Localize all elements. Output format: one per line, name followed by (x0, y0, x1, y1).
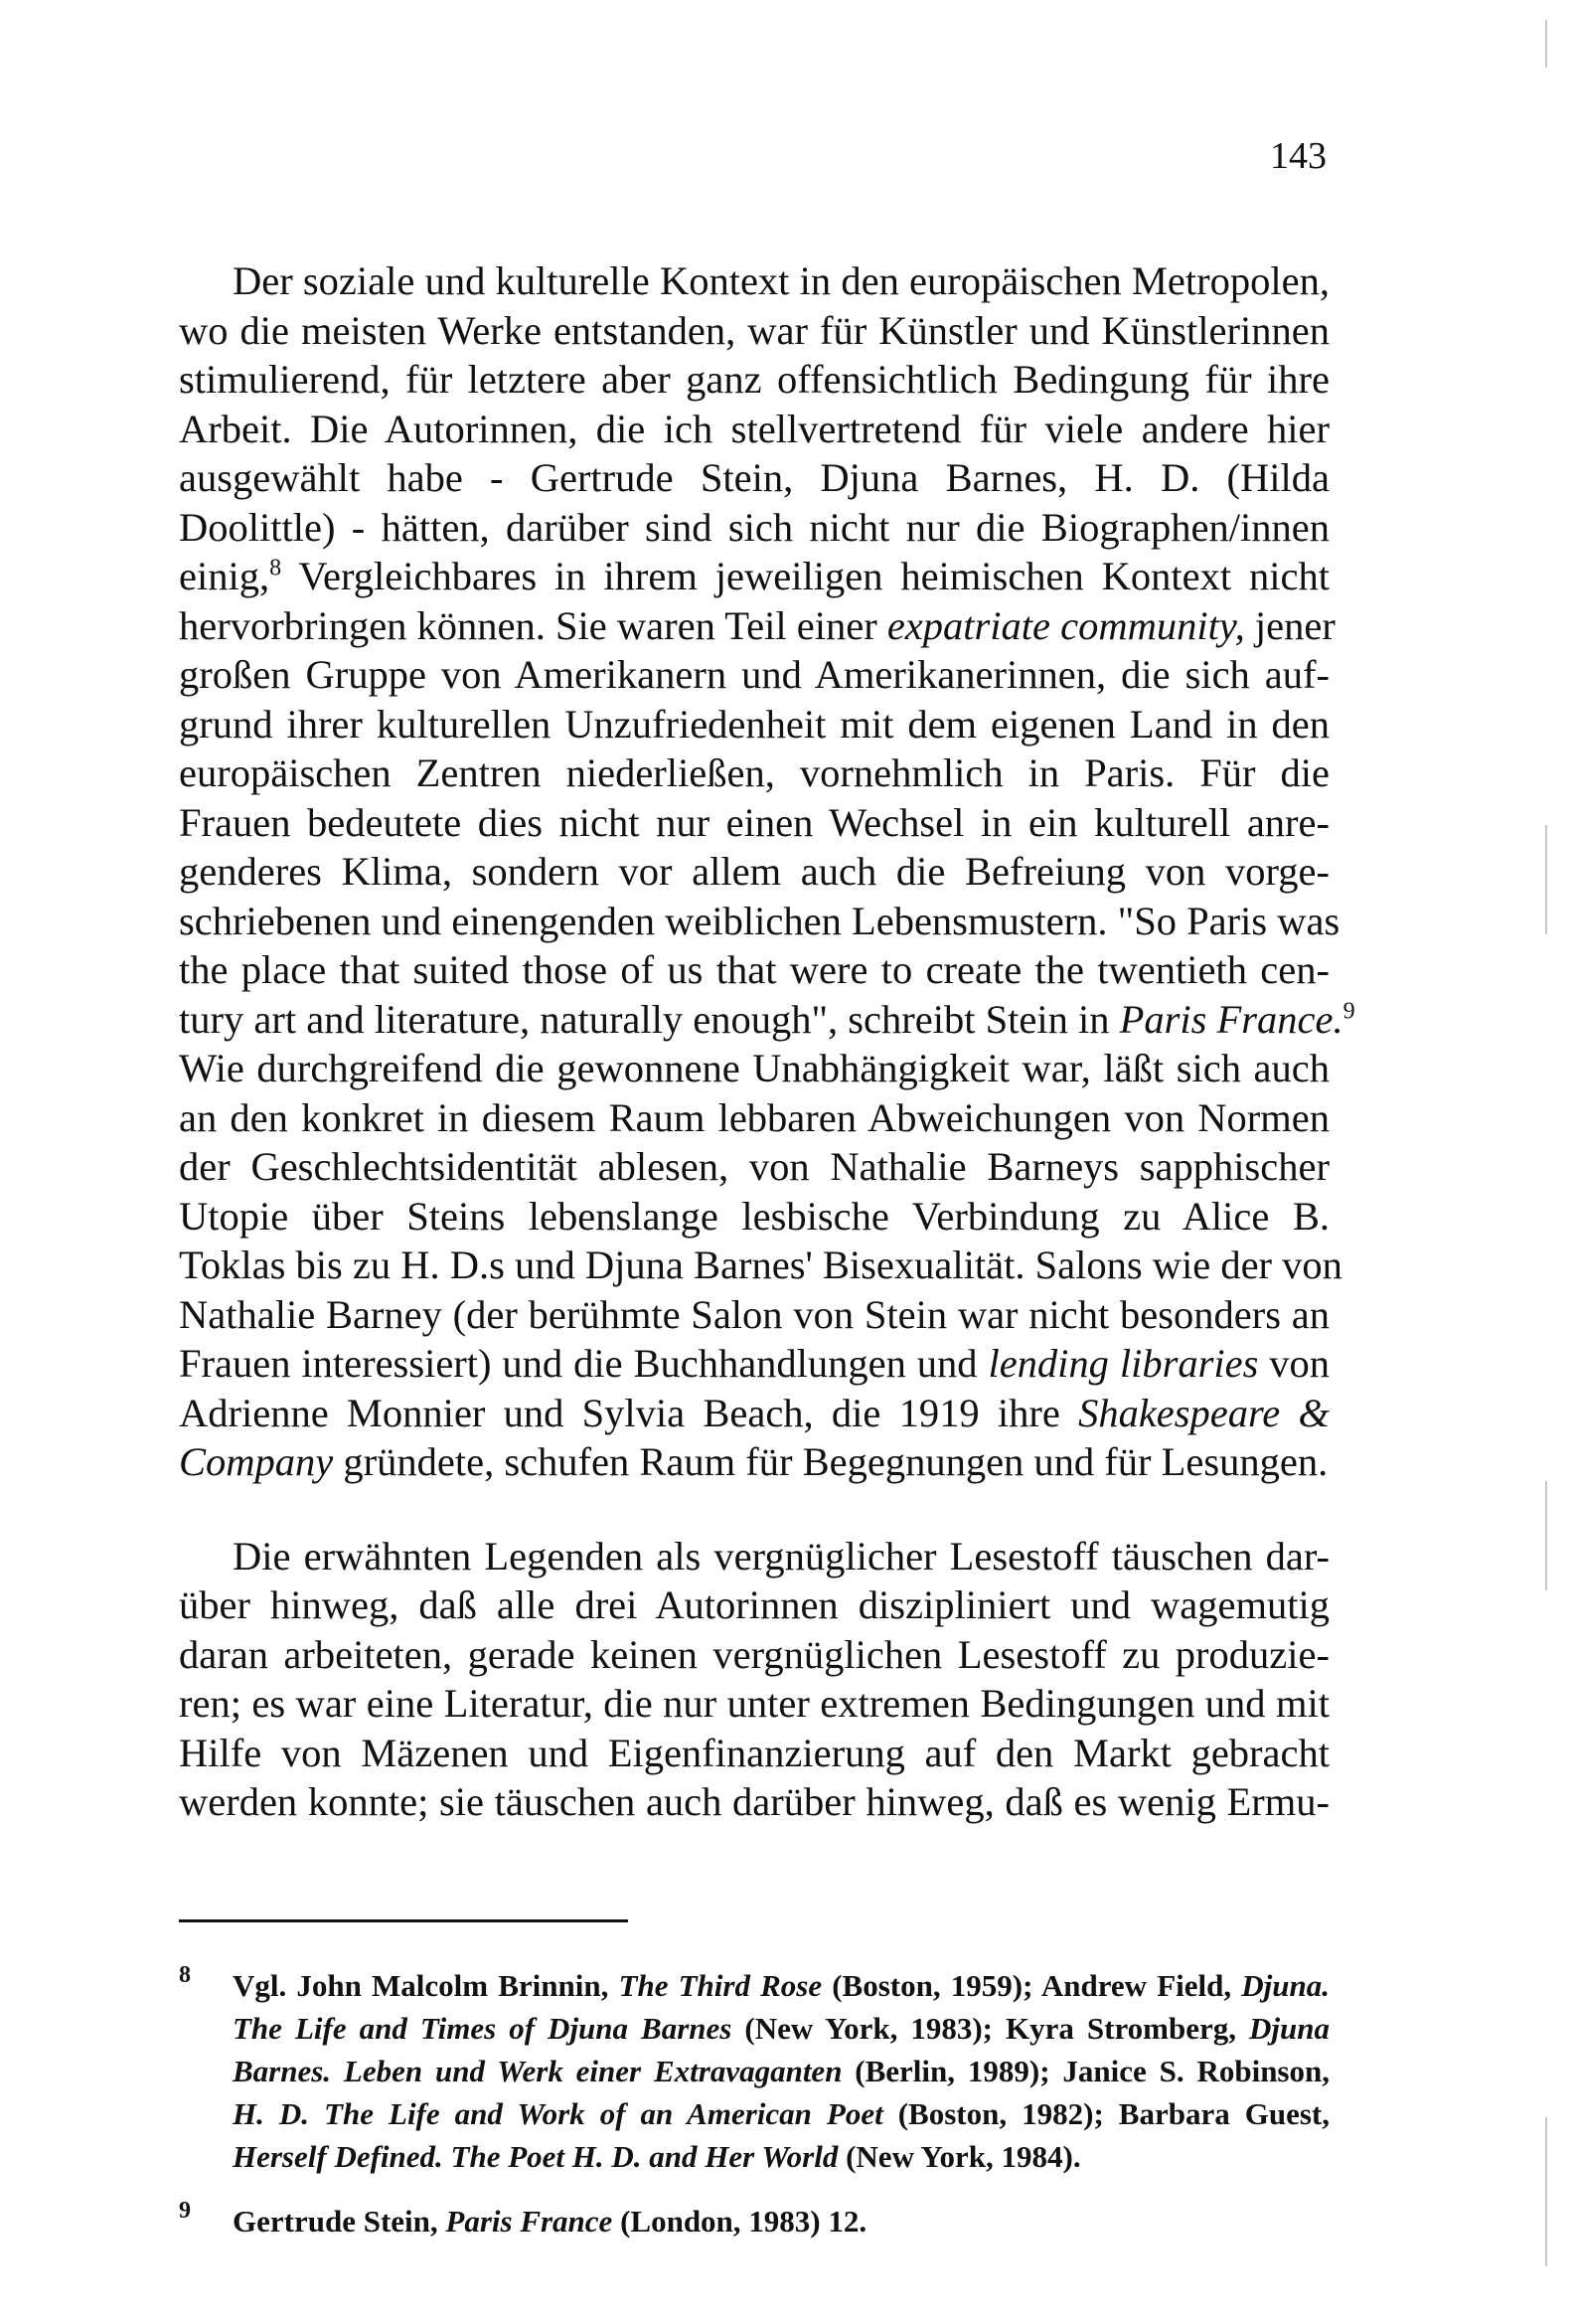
footnote-9 (179, 2200, 1330, 2242)
page-number: 143 (1270, 135, 1327, 177)
footnote-line (233, 2050, 1330, 2092)
italic-title: Paris France. (1119, 996, 1343, 1042)
line: Die erwähnten Legenden als vergnüglicher Lesestoff täuschen dar- (233, 1533, 1330, 1578)
footnote-line (233, 2135, 1330, 2178)
line-text: hervorbringen können. Sie waren Teil einer (179, 602, 887, 648)
line: werden konnte; sie täuschen auch darüber hinweg, daß es wenig Ermu- (179, 1779, 1330, 1824)
italic-term: lending libraries (988, 1341, 1259, 1386)
footnote-ref-8: 8 (269, 555, 282, 581)
footnote-8 (179, 1964, 1330, 2178)
line: an den konkret in diesem Raum lebbaren Abweichungen von Normen (179, 1094, 1330, 1140)
line (179, 1339, 1330, 1389)
line: daran arbeiteten, gerade keinen vergnüglichen Lesestoff zu produzie- (179, 1631, 1330, 1677)
italic-title: Paris France (445, 2204, 613, 2239)
footnote-ref-9: 9 (1342, 998, 1355, 1024)
line (179, 552, 1330, 601)
line: stimulierend, für letztere aber ganz offensichtlich Bedingung für ihre (179, 357, 1330, 402)
footnote-number: 8 (179, 1962, 191, 1988)
footnote-line (233, 2200, 1330, 2242)
footnote-text: (London, 1983) 12. (612, 2204, 867, 2239)
line: Toklas bis zu H. D.s und Djuna Barnes' Bisexualität. Salons wie der von (179, 1243, 1342, 1287)
italic-term: expatriate community, (886, 602, 1245, 648)
line (179, 995, 1355, 1045)
line-text: tury art and literature, naturally enough", schreibt Stein in (179, 996, 1120, 1042)
italic-title: Barnes. Leben und Werk einer Extravaganten (233, 2054, 843, 2088)
italic-title: Company (179, 1439, 334, 1484)
scan-edge-mark (1545, 2117, 1547, 2266)
italic-title: Djuna (1249, 2011, 1330, 2046)
line: the place that suited those of us that were to create the twentieth cen- (179, 947, 1330, 992)
footnote-text: Vgl. John Malcolm Brinnin, (233, 1968, 619, 2003)
line-text: gründete, schufen Raum für Begegnungen und für Lesungen. (333, 1439, 1329, 1484)
body-text (179, 256, 1355, 1827)
italic-title: The Third Rose (618, 1968, 823, 2003)
line: Frauen bedeutete dies nicht nur einen Wechsel in ein kulturell anre- (179, 799, 1330, 845)
footnote-text: (Boston, 1959); Andrew Field, (822, 1968, 1242, 2003)
italic-title: H. D. (233, 2096, 325, 2131)
footnote-line (233, 2092, 1330, 2135)
footnote-text: (Boston, 1982); Barbara Guest, (882, 2096, 1331, 2131)
footnote-text: (New York, 1984). (838, 2139, 1081, 2174)
paragraph-1 (179, 256, 1355, 1487)
italic-title: Shakespeare & (1078, 1390, 1330, 1435)
italic-title: Djuna. (1241, 1968, 1330, 2003)
line: grund ihrer kulturellen Unzufriedenheit mit dem eigenen Land in den (179, 701, 1330, 747)
line: Der soziale und kulturelle Kontext in den europäischen Metropolen, (233, 258, 1330, 303)
line: Doolittle) - hätten, darüber sind sich nicht nur die Biographen/innen (179, 504, 1330, 550)
footnote-line (233, 1964, 1330, 2007)
scan-edge-mark (1545, 825, 1547, 934)
footnote-text: Gertrude Stein, (233, 2204, 446, 2239)
footnote-text: (Berlin, 1989); Janice S. Robinson, (842, 2054, 1330, 2088)
line: Hilfe von Mäzenen und Eigenfinanzierung auf den Markt gebracht (179, 1730, 1330, 1775)
italic-title: Herself Defined. The Poet H. D. and Her World (233, 2139, 839, 2174)
footnotes (179, 1964, 1330, 2242)
line: schriebenen und einengenden weiblichen Lebensmustern. "So Paris was (179, 898, 1340, 943)
footnote-number: 9 (179, 2198, 191, 2224)
scan-edge-mark (1545, 20, 1547, 68)
italic-title: The Life and Work of an American Poet (324, 2096, 883, 2131)
line: wo die meisten Werke entstanden, war für Künstler und Künstlerinnen (179, 307, 1330, 353)
line: europäischen Zentren niederließen, vornehmlich in Paris. Für die (179, 750, 1330, 795)
line (179, 1437, 1330, 1487)
line: der Geschlechtsidentität ablesen, von Nathalie Barneys sapphischer (179, 1144, 1330, 1189)
line-text: Adrienne Monnier und Sylvia Beach, die 1919 ihre (179, 1390, 1079, 1435)
line: großen Gruppe von Amerikanern und Amerikanerinnen, die sich auf- (179, 652, 1330, 697)
footnote-line (233, 2007, 1330, 2050)
line (179, 601, 1336, 651)
line: genderes Klima, sondern vor allem auch die Befreiung von vorge- (179, 849, 1330, 894)
line-text: einig, (179, 554, 270, 598)
line-text: von (1258, 1341, 1331, 1386)
footnote-divider (179, 1919, 628, 1922)
line: Nathalie Barney (der berühmte Salon von Stein war nicht besonders an (179, 1291, 1330, 1337)
scan-edge-mark (1545, 1481, 1547, 1590)
line: ausgewählt habe - Gertrude Stein, Djuna Barnes, H. D. (Hilda (179, 455, 1330, 500)
paragraph-2 (179, 1532, 1330, 1827)
line (179, 1389, 1330, 1438)
line: Arbeit. Die Autorinnen, die ich stellvertretend für viele andere hier (179, 406, 1330, 451)
italic-title: The Life and Times of Djuna Barnes (233, 2011, 732, 2046)
line: über hinweg, daß alle drei Autorinnen diszipliniert und wagemutig (179, 1582, 1330, 1627)
line-text: jener (1244, 602, 1336, 648)
line-text: Vergleichbares in ihrem jeweiligen heimischen Kontext nicht (281, 554, 1330, 598)
line: ren; es war eine Literatur, die nur unter extremen Bedingungen und mit (179, 1681, 1330, 1726)
line: Utopie über Steins lebenslange lesbische Verbindung zu Alice B. (179, 1193, 1330, 1239)
footnote-text: (New York, 1983); Kyra Stromberg, (731, 2011, 1250, 2046)
line: Wie durchgreifend die gewonnene Unabhängigkeit war, läßt sich auch (179, 1046, 1330, 1090)
line-text: Frauen interessiert) und die Buchhandlungen und (179, 1341, 989, 1386)
